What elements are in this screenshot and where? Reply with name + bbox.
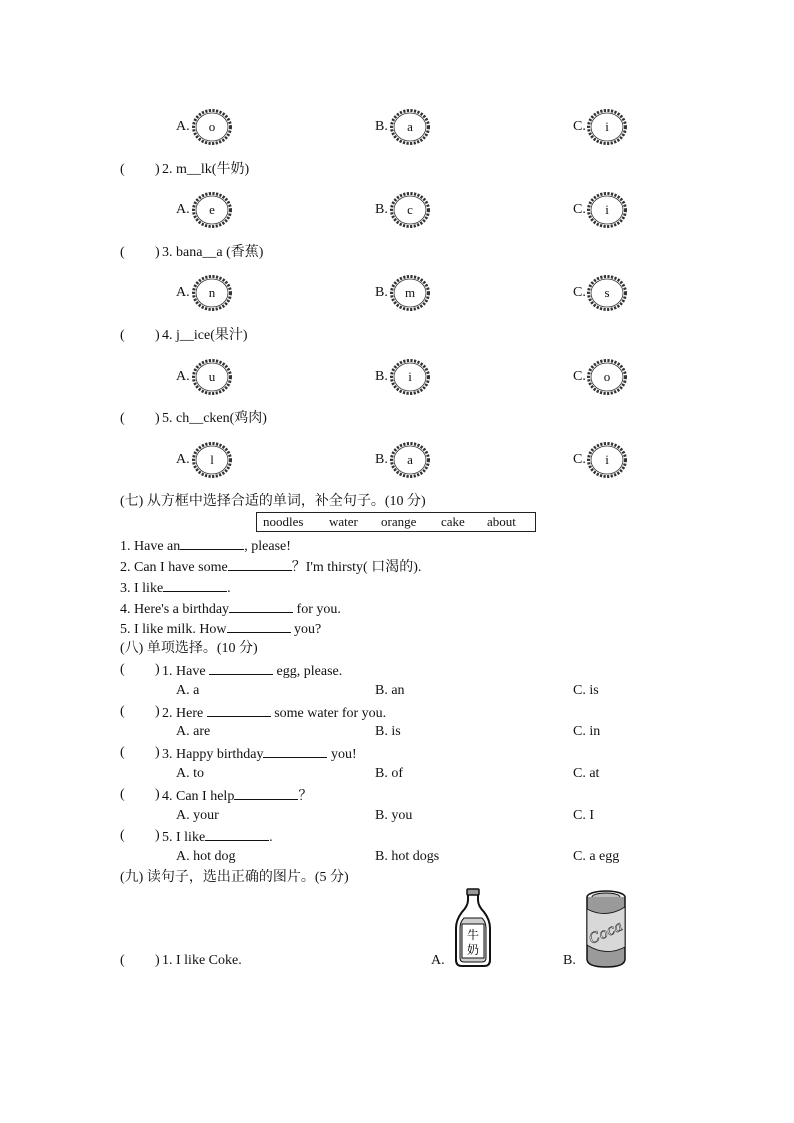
scalloped-circle-option	[389, 108, 431, 146]
option-prefix: A.	[176, 452, 190, 467]
scalloped-circle-option	[586, 274, 628, 312]
answer-blank[interactable]	[228, 558, 292, 571]
question-text: 4. j__ice(果汁)	[162, 328, 248, 343]
option-a: A. a	[176, 683, 200, 698]
bottle-label-1: 牛	[466, 928, 480, 942]
answer-paren-close: )	[155, 162, 160, 177]
bottle-label-2: 奶	[466, 943, 480, 957]
scalloped-circle-option	[586, 191, 628, 229]
option-letter: e	[209, 202, 215, 217]
word-bank-item: orange	[381, 514, 417, 529]
option-letter: a	[407, 452, 413, 467]
word-bank-item: about	[487, 514, 516, 529]
answer-paren-close: )	[155, 328, 160, 343]
sentence-text: 1. Have an	[120, 539, 181, 554]
scalloped-circle-option	[389, 441, 431, 479]
option-letter: o	[208, 119, 216, 134]
answer-paren-open: (	[120, 328, 125, 343]
scalloped-circle-option	[586, 358, 628, 396]
option-c: C. at	[573, 766, 600, 781]
scalloped-circle-option	[389, 274, 431, 312]
option-letter: c	[407, 202, 413, 217]
section-title: (九) 读句子，选出正确的图片。(5 分)	[120, 870, 349, 885]
option-a: A. your	[176, 808, 219, 823]
option-prefix: C.	[573, 452, 586, 467]
option-prefix: C.	[573, 285, 586, 300]
answer-paren-close: )	[155, 953, 160, 968]
question-text	[162, 662, 342, 680]
option-letter: i	[605, 119, 609, 134]
sentence-text: 4. Here's a birthday	[120, 602, 230, 617]
answer-paren-close: )	[155, 704, 160, 719]
option-prefix: A.	[176, 285, 190, 300]
answer-blank[interactable]	[263, 745, 327, 758]
question-part: .	[269, 830, 273, 845]
section-title: (八) 单项选择。(10 分)	[120, 641, 258, 656]
sentence-text: ？I'm thirsty( 口渴的).	[291, 560, 422, 575]
scalloped-circle-option	[389, 191, 431, 229]
word-bank-item: cake	[441, 514, 465, 529]
option-b-label: B.	[563, 953, 576, 968]
answer-blank[interactable]	[229, 600, 293, 613]
option-prefix: B.	[375, 119, 388, 134]
answer-paren-open: (	[120, 787, 125, 802]
answer-paren-close: )	[155, 662, 160, 677]
scalloped-circle-option	[191, 358, 233, 396]
can-label: Coca	[586, 918, 626, 948]
option-letter: n	[208, 285, 216, 300]
option-letter: i	[408, 369, 412, 384]
option-prefix: A.	[176, 369, 190, 384]
option-b: B. of	[375, 766, 403, 781]
answer-blank[interactable]	[209, 662, 273, 675]
option-a-label: A.	[431, 953, 445, 968]
question-part: 5. I like	[162, 830, 206, 845]
answer-blank[interactable]	[207, 704, 271, 717]
answer-paren-close: )	[155, 787, 160, 802]
option-letter: u	[208, 369, 216, 384]
scalloped-circle-option	[389, 358, 431, 396]
word-bank-item: water	[329, 514, 358, 529]
option-a: A. hot dog	[176, 849, 236, 864]
sentence-text: for you.	[293, 602, 341, 617]
question-text: 5. ch__cken(鸡肉)	[162, 411, 267, 426]
option-prefix: B.	[375, 202, 388, 217]
option-prefix: C.	[573, 119, 586, 134]
option-c: C. is	[573, 683, 599, 698]
option-letter: o	[603, 369, 611, 384]
answer-blank[interactable]	[205, 828, 269, 841]
word-bank-box	[256, 512, 536, 532]
word-bank-item: noodles	[263, 514, 304, 529]
sentence-text: .	[227, 581, 231, 596]
option-prefix: A.	[176, 119, 190, 134]
sentence-text: you?	[290, 622, 322, 637]
fill-sentence	[120, 579, 231, 597]
option-c: C. a egg	[573, 849, 620, 864]
question-text: 1. I like Coke.	[162, 953, 242, 968]
question-text: 2. m__lk(牛奶)	[162, 162, 250, 177]
option-c: C. in	[573, 724, 601, 739]
answer-blank[interactable]	[163, 579, 227, 592]
sentence-text: 3. I like	[120, 581, 164, 596]
answer-blank[interactable]	[227, 620, 291, 633]
option-letter: m	[404, 285, 416, 300]
question-text	[162, 828, 273, 846]
answer-paren-open: (	[120, 953, 125, 968]
answer-paren-open: (	[120, 828, 125, 843]
answer-paren-open: (	[120, 662, 125, 677]
question-text	[162, 787, 312, 805]
answer-blank[interactable]	[180, 537, 244, 550]
question-part: 1. Have	[162, 664, 210, 679]
option-prefix: C.	[573, 202, 586, 217]
fill-sentence	[120, 558, 421, 576]
option-prefix: C.	[573, 369, 586, 384]
option-a: A. are	[176, 724, 211, 739]
option-prefix: A.	[176, 202, 190, 217]
option-prefix: B.	[375, 369, 388, 384]
sentence-text: , please!	[244, 539, 291, 554]
coke-can-icon[interactable]	[584, 889, 628, 969]
section-title: (七) 从方框中选择合适的单词，补全句子。(10 分)	[120, 494, 426, 509]
option-letter: a	[407, 119, 413, 134]
option-letter: s	[604, 285, 610, 300]
fill-sentence	[120, 600, 341, 618]
question-text	[162, 704, 386, 722]
scalloped-circle-option	[191, 274, 233, 312]
option-prefix: B.	[375, 452, 388, 467]
answer-paren-close: )	[155, 411, 160, 426]
answer-paren-open: (	[120, 745, 125, 760]
scalloped-circle-option	[586, 108, 628, 146]
question-part: you!	[327, 747, 357, 762]
sentence-text: 2. Can I have some	[120, 560, 228, 575]
option-letter: l	[210, 452, 214, 467]
option-prefix: B.	[375, 285, 388, 300]
answer-paren-open: (	[120, 245, 125, 260]
answer-blank[interactable]	[234, 787, 298, 800]
question-text	[162, 745, 357, 763]
option-a: A. to	[176, 766, 204, 781]
question-part: some water for you.	[270, 706, 387, 721]
fill-sentence	[120, 537, 291, 555]
sentence-text: 5. I like milk. How	[120, 622, 227, 637]
question-part: egg, please.	[273, 664, 343, 679]
option-b: B. you	[375, 808, 413, 823]
answer-paren-close: )	[155, 745, 160, 760]
fill-sentence	[120, 620, 321, 638]
option-letter: i	[605, 452, 609, 467]
scalloped-circle-option	[191, 108, 233, 146]
option-b: B. is	[375, 724, 401, 739]
question-part: 3. Happy birthday	[162, 747, 264, 762]
option-b: B. an	[375, 683, 405, 698]
question-part: 2. Here	[162, 706, 207, 721]
question-part: 4. Can I help	[162, 789, 235, 804]
option-c: C. I	[573, 808, 594, 823]
answer-paren-close: )	[155, 245, 160, 260]
answer-paren-open: (	[120, 704, 125, 719]
option-letter: i	[605, 202, 609, 217]
answer-paren-open: (	[120, 162, 125, 177]
scalloped-circle-option	[191, 191, 233, 229]
scalloped-circle-option	[586, 441, 628, 479]
question-part: ？	[298, 789, 313, 804]
option-b: B. hot dogs	[375, 849, 440, 864]
answer-paren-open: (	[120, 411, 125, 426]
answer-paren-close: )	[155, 828, 160, 843]
milk-bottle-icon[interactable]	[452, 888, 494, 968]
question-text: 3. bana__a (香蕉)	[162, 245, 264, 260]
scalloped-circle-option	[191, 441, 233, 479]
